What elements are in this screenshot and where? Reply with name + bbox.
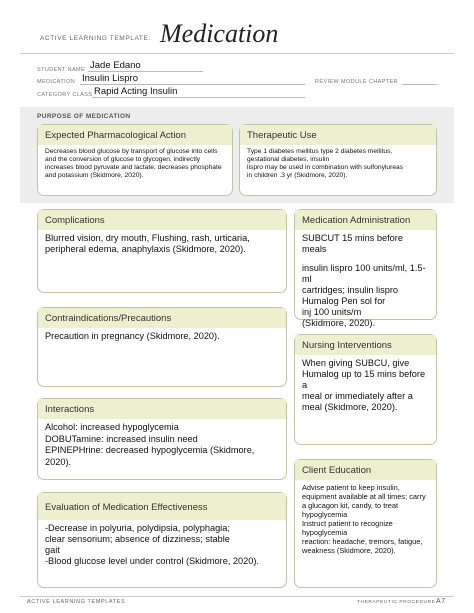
medication-field[interactable]: Insulin Lispro: [82, 73, 138, 84]
text-line: inj 100 units/m: [302, 307, 362, 317]
page-number: A7: [436, 598, 446, 605]
text-line: hypoglycemia: [302, 510, 348, 519]
education-heading: Client Education: [295, 460, 436, 480]
text-line: insulin lispro 100 units/ml, 1.5-ml: [302, 263, 426, 284]
header-divider: [20, 53, 454, 54]
text-line: weakness (Skidmore, 2020).: [302, 546, 396, 555]
administration-card: [294, 209, 437, 328]
footer-left: ACTIVE LEARNING TEMPLATES: [27, 599, 126, 605]
text-line: When giving SUBCU, give: [302, 358, 410, 368]
therapeutic-use-body[interactable]: [240, 145, 436, 183]
medication-label: MEDICATION: [37, 79, 76, 85]
evaluation-card: [37, 492, 287, 588]
education-body[interactable]: [295, 480, 436, 558]
text-line: Advise patient to keep insulin,: [302, 483, 400, 492]
contraindications-body[interactable]: [38, 328, 286, 345]
footer-right: THERAPEUTIC PROCEDURE: [357, 600, 436, 605]
template-label: ACTIVE LEARNING TEMPLATE:: [40, 35, 151, 42]
complications-card: [37, 209, 287, 293]
text-line: reaction: headache, tremors, fatigue,: [302, 537, 423, 546]
text-line: Humalog Pen sol for: [302, 296, 386, 306]
text-line: increases blood pyruvate and lactate, decreases phosphate: [45, 164, 222, 171]
text-line: and the conversion of glucose to glycogen, indirectly: [45, 156, 201, 163]
interactions-body[interactable]: [38, 419, 286, 471]
category-label: CATEGORY CLASS: [37, 92, 93, 98]
text-line: and potassium (Skidmore, 2020).: [45, 172, 144, 179]
text-line: meal (Skidmore, 2020).: [302, 402, 398, 412]
text-line: DOBUTamine: increased insulin need: [45, 433, 198, 444]
expected-action-body[interactable]: [38, 145, 232, 183]
text-line: Humalog up to 15 mins before a: [302, 369, 426, 390]
text-line: Precaution in pregnancy (Skidmore, 2020).: [45, 331, 220, 341]
text-line: (Skidmore, 2020).: [302, 318, 376, 328]
text-line: in children .3 yr (Skidmore, 2020).: [247, 172, 348, 179]
medication-underline: [80, 84, 305, 85]
therapeutic-use-heading: Therapeutic Use: [240, 125, 436, 145]
text-line: Alcohol: increased hypoglycemia: [45, 422, 179, 432]
text-line: SUBCUT 15 mins before meals: [302, 233, 403, 254]
review-module-label: REVIEW MODULE CHAPTER: [315, 79, 398, 85]
student-name-field[interactable]: Jade Edano: [90, 60, 141, 71]
purpose-title: PURPOSE OF MEDICATION: [37, 113, 131, 120]
complications-body[interactable]: [38, 230, 286, 258]
text-line: equipment available at all times; carry: [302, 492, 426, 501]
text-line: Blurred vision, dry mouth, Flushing, rash, urticaria,: [45, 233, 250, 243]
text-line: peripheral edema, anaphylaxis (Skidmore, 2020).: [45, 244, 246, 254]
student-name-label: STUDENT NAME: [37, 67, 86, 73]
footer-divider: [20, 596, 454, 597]
administration-heading: Medication Administration: [295, 210, 436, 230]
text-line: lispro may be used in combination with sulfonylureas: [247, 164, 404, 171]
text-line: -Decrease in polyuria, polydipsia, polyphagia;: [45, 523, 230, 533]
student-name-underline: [88, 71, 203, 72]
text-line: EPINEPHrine: decreased hypoglycemia (Skidmore, 2020).: [45, 445, 255, 467]
expected-action-heading: Expected Pharmacological Action: [38, 125, 232, 145]
evaluation-body[interactable]: [38, 520, 286, 570]
text-line: Decreases blood glucose by transport of glucose into cells: [45, 148, 218, 155]
blank-line: [302, 255, 429, 263]
therapeutic-use-card: [239, 124, 437, 196]
evaluation-heading: Evaluation of Medication Effectiveness: [38, 493, 286, 520]
text-line: gait: [45, 545, 60, 555]
contraindications-heading: Contraindications/Precautions: [38, 308, 286, 328]
contraindications-card: [37, 307, 287, 387]
expected-action-card: [37, 124, 233, 196]
text-line: Type 1 diabetes mellitus type 2 diabetes mellitus,: [247, 148, 393, 155]
text-line: cartridges; insulin lispro: [302, 285, 398, 295]
text-line: meal or immediately after a: [302, 391, 413, 401]
review-module-underline: [402, 84, 437, 85]
nursing-heading: Nursing Interventions: [295, 335, 436, 355]
text-line: Instruct patient to recognize: [302, 519, 393, 528]
administration-body[interactable]: [295, 230, 436, 332]
text-line: a glucagon kit, candy, to treat: [302, 501, 398, 510]
complications-heading: Complications: [38, 210, 286, 230]
category-field[interactable]: Rapid Acting Insulin: [94, 86, 178, 97]
text-line: clear sensorium; absence of dizziness; stable: [45, 534, 230, 544]
nursing-card: [294, 334, 437, 445]
text-line: gestational diabetes, insulin: [247, 156, 330, 163]
education-card: [294, 459, 437, 588]
interactions-heading: Interactions: [38, 399, 286, 419]
page-title: Medication: [160, 19, 279, 48]
category-underline: [92, 97, 305, 98]
text-line: -Blood glucose level under control (Skidmore, 2020).: [45, 556, 259, 566]
interactions-card: [37, 398, 287, 480]
text-line: hypoglycemia: [302, 528, 348, 537]
nursing-body[interactable]: [295, 355, 436, 416]
